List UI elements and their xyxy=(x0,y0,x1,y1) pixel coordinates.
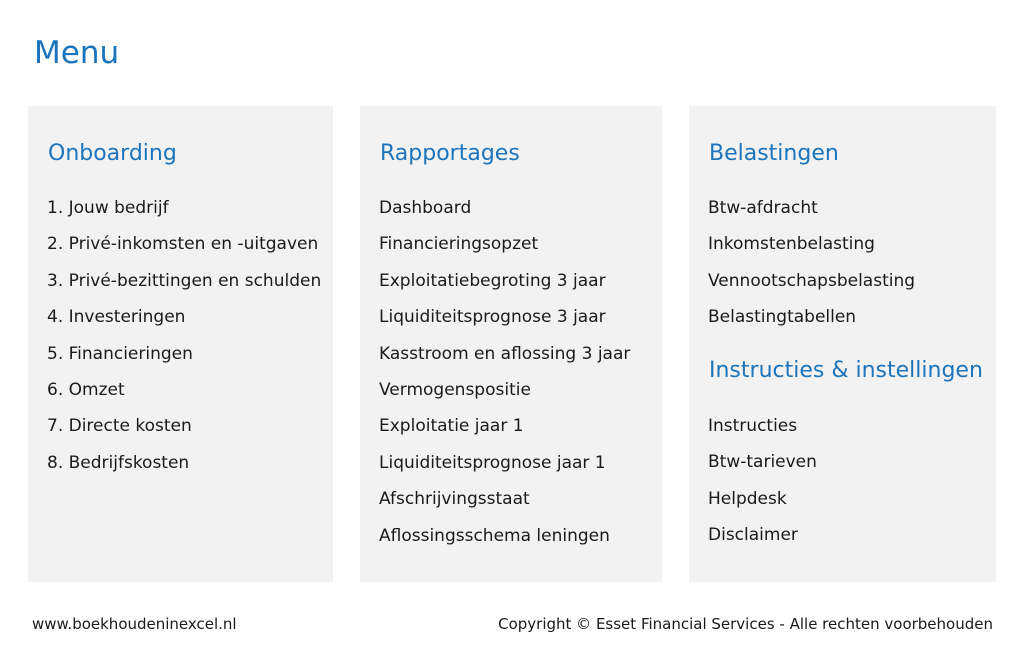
menu-item-instructies[interactable]: Instructies xyxy=(708,416,798,436)
menu-item-inkomstenbelasting[interactable]: Inkomstenbelasting xyxy=(708,234,875,255)
copyright-notice: Copyright © Esset Financial Services - Alle rechten voorbehouden xyxy=(498,615,993,633)
menu-item-financieringsopzet[interactable]: Financieringsopzet xyxy=(379,234,539,255)
menu-item-vennootschapsbelasting[interactable]: Vennootschapsbelasting xyxy=(708,270,916,291)
onboarding-menu xyxy=(47,196,321,487)
menu-item-kasstroom-aflossing-3-jaar[interactable]: Kasstroom en aflossing 3 jaar xyxy=(379,343,631,364)
belastingen-panel xyxy=(689,106,996,582)
menu-item-btw-afdracht[interactable]: Btw-afdracht xyxy=(708,198,818,218)
page-title: Menu xyxy=(34,35,120,71)
menu-item-disclaimer[interactable]: Disclaimer xyxy=(708,525,798,546)
instructies-heading: Instructies & instellingen xyxy=(709,358,983,383)
menu-item-liquiditeitsprognose-jaar-1[interactable]: Liquiditeitsprognose jaar 1 xyxy=(379,452,606,473)
rapportages-panel xyxy=(360,106,662,582)
belastingen-menu xyxy=(708,196,915,342)
menu-item-exploitatie-jaar-1[interactable]: Exploitatie jaar 1 xyxy=(379,416,524,437)
menu-item-belastingtabellen[interactable]: Belastingtabellen xyxy=(708,307,857,328)
menu-item-afschrijvingsstaat[interactable]: Afschrijvingsstaat xyxy=(379,489,530,510)
menu-item-directe-kosten[interactable]: 7. Directe kosten xyxy=(47,416,192,437)
rapportages-menu xyxy=(379,196,630,560)
website-link[interactable]: www.boekhoudeninexcel.nl xyxy=(32,615,237,633)
menu-item-financieringen[interactable]: 5. Financieringen xyxy=(47,343,193,364)
rapportages-heading: Rapportages xyxy=(380,141,520,166)
menu-item-investeringen[interactable]: 4. Investeringen xyxy=(47,307,186,328)
onboarding-panel xyxy=(28,106,333,582)
belastingen-heading: Belastingen xyxy=(709,141,839,166)
menu-item-liquiditeitsprognose-3-jaar[interactable]: Liquiditeitsprognose 3 jaar xyxy=(379,307,606,328)
menu-item-dashboard[interactable]: Dashboard xyxy=(379,198,472,218)
menu-item-prive-bezittingen-schulden[interactable]: 3. Privé-bezittingen en schulden xyxy=(47,270,322,291)
instructies-menu xyxy=(708,414,817,560)
menu-item-omzet[interactable]: 6. Omzet xyxy=(47,379,125,400)
menu-item-bedrijfskosten[interactable]: 8. Bedrijfskosten xyxy=(47,452,190,473)
menu-item-btw-tarieven[interactable]: Btw-tarieven xyxy=(708,452,817,473)
menu-item-prive-inkomsten-uitgaven[interactable]: 2. Privé-inkomsten en -uitgaven xyxy=(47,234,319,255)
menu-item-exploitatiebegroting-3-jaar[interactable]: Exploitatiebegroting 3 jaar xyxy=(379,270,606,291)
onboarding-heading: Onboarding xyxy=(48,141,177,166)
menu-item-jouw-bedrijf[interactable]: 1. Jouw bedrijf xyxy=(47,198,169,218)
menu-item-helpdesk[interactable]: Helpdesk xyxy=(708,488,787,509)
menu-item-aflossingsschema-leningen[interactable]: Aflossingsschema leningen xyxy=(379,525,610,546)
menu-item-vermogenspositie[interactable]: Vermogenspositie xyxy=(379,379,531,400)
